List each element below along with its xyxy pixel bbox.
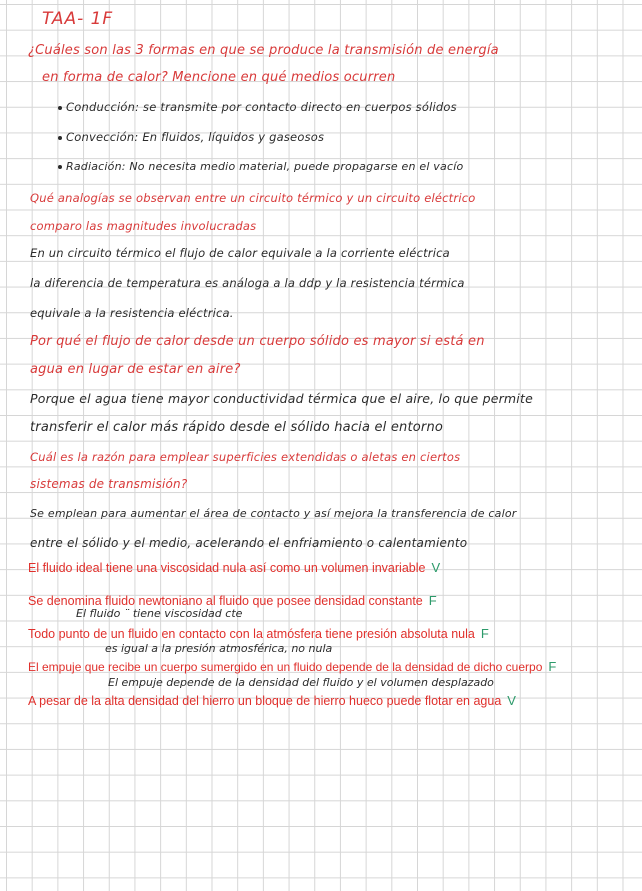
question-4-line-2: sistemas de transmisión? <box>30 477 188 491</box>
statement-4 <box>28 659 556 674</box>
answer-1-bullet-2: Convección: En fluidos, líquidos y gaseosos <box>58 130 324 144</box>
answer-1-bullet-1: Conducción: se transmite por contacto directo en cuerpos sólidos <box>58 100 457 114</box>
statement-1 <box>28 560 440 575</box>
bullet-dot <box>58 106 62 110</box>
statement-3 <box>28 626 489 641</box>
page-title: TAA- 1F <box>42 9 114 29</box>
false-mark: F <box>428 593 437 608</box>
statement-5 <box>28 693 516 708</box>
bullet-dot <box>58 136 62 140</box>
correction-4: El empuje depende de la densidad del fluido y el volumen desplazado <box>108 676 494 689</box>
true-mark: V <box>507 693 516 708</box>
answer-2-line-2: la diferencia de temperatura es análoga a la ddp y la resistencia térmica <box>30 276 465 290</box>
false-mark: F <box>548 659 557 674</box>
statement-text: Se denomina fluido newtoniano al fluido que posee densidad constante <box>28 594 423 608</box>
answer-3-line-2: transferir el calor más rápido desde el sólido hacia el entorno <box>30 420 444 435</box>
question-1-line-1: ¿Cuáles son las 3 formas en que se produce la transmisión de energía <box>28 43 499 58</box>
question-1-line-2: en forma de calor? Mencione en qué medios ocurren <box>42 70 396 85</box>
answer-2-line-1: En un circuito térmico el flujo de calor equivale a la corriente eléctrica <box>30 246 450 260</box>
true-mark: V <box>431 560 441 575</box>
answer-4-line-1: Se emplean para aumentar el área de contacto y así mejora la transferencia de calor <box>30 507 517 520</box>
answer-2-line-3: equivale a la resistencia eléctrica. <box>30 306 234 320</box>
correction-2: El fluido ¨ tiene viscosidad cte <box>76 607 243 620</box>
statement-text: Todo punto de un fluido en contacto con la atmósfera tiene presión absoluta nula <box>28 627 475 641</box>
question-3-line-1: Por qué el flujo de calor desde un cuerpo sólido es mayor si está en <box>30 334 485 349</box>
question-4-line-1: Cuál es la razón para emplear superficies extendidas o aletas en ciertos <box>30 450 461 464</box>
answer-3-line-1: Porque el agua tiene mayor conductividad térmica que el aire, lo que permite <box>30 391 533 406</box>
statement-2 <box>28 593 437 608</box>
false-mark: F <box>480 626 489 641</box>
statement-text: El fluido ideal tiene una viscosidad nula así como un volumen invariable <box>28 561 426 575</box>
question-2-line-2: comparo las magnitudes involucradas <box>30 219 257 233</box>
statement-text: El empuje que recibe un cuerpo sumergido en un fluido depende de la densidad de dicho cuerpo <box>28 660 543 674</box>
question-3-line-2: agua en lugar de estar en aire? <box>30 362 241 377</box>
correction-3: es igual a la presión atmosférica, no nula <box>105 642 333 655</box>
answer-1-bullet-3: Radiación: No necesita medio material, puede propagarse en el vacío <box>58 160 463 173</box>
question-2-line-1: Qué analogías se observan entre un circuito térmico y un circuito eléctrico <box>30 191 476 205</box>
answer-4-line-2: entre el sólido y el medio, acelerando el enfriamiento o calentamiento <box>30 536 468 550</box>
statement-text: A pesar de la alta densidad del hierro un bloque de hierro hueco puede flotar en agua <box>28 694 502 708</box>
bullet-dot <box>58 165 62 169</box>
